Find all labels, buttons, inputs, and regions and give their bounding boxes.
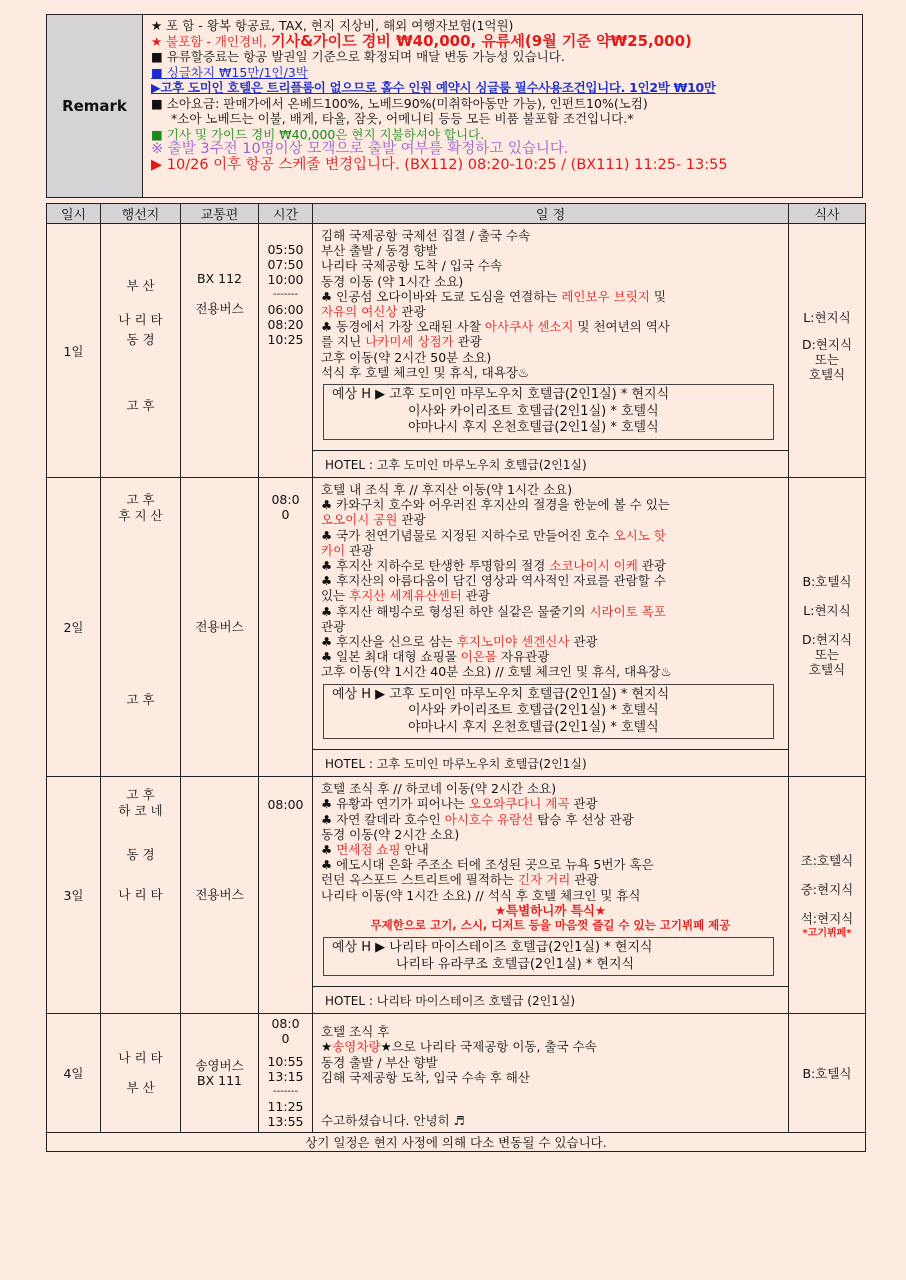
- special-meal-title: ★특별하니까 특식★: [494, 902, 607, 918]
- day-places: 고 후 하 코 네 동 경 나 리 타: [101, 777, 181, 1014]
- footer-note: 상기 일정은 현지 사정에 의해 다소 변동될 수 있습니다.: [47, 1133, 866, 1152]
- header-date: 일시: [47, 204, 101, 224]
- day-label: 3일: [47, 777, 101, 1014]
- day-transport: 송영버스 BX 111: [181, 1014, 259, 1133]
- day-itinerary: 호텔 내 조식 후 // 후지산 이동(약 1시간 소요) ♣ 카와구치 호수와 어우러진 후지산의 절경을 한눈에 볼 수 있는 오오이시 공원 관광 ♣ 국가 천연기념물로 지정된 지하수로 만들어진 호수 오시노 핫 카이 관광 ♣ 후지산 지하수로 탄생한 투명함의 절경 소코나이시 이케 관광 ♣ 후지산의 아름다움이 담긴 영상과 역사적인 자료를 관람할 수 있는 후지산 세계유산센터 관광 ♣ 후지산 해빙수로 형성된 하얀 실같은 물줄기의 시라이토 폭포 관광 ♣ 후지산을 신으로 삼는 후지노미야 센겐신사 관광 ♣ 일본 최대 대형 쇼핑몰 이온몰 자유관광 고후 이동(약 1시간 40분 소요) // 호텔 체크인 및 휴식, 대욕장♨ 예상 H ▶ 고후 도미인 마루노우치 호텔급(2인1실) * 현지식 이사와 카이리조트 호텔급(2인1실) * 호텔식 야마나시 후지 온천호텔급(2인1실) * 호텔식: [313, 478, 789, 750]
- remark-fuel-surcharge: ■ 유류할증료는 항공 발권일 기준으로 확정되며 매달 변동 가능성 있습니다.: [151, 49, 565, 64]
- remark-child-note: *소아 노베드는 이불, 배게, 타올, 잠옷, 어메니티 등등 모든 비품 불포함 조건입니다.*: [171, 111, 634, 126]
- remark-box: [46, 14, 863, 198]
- remark-excluded: ★ 불포함 - 개인경비, 기사&가이드 경비 ₩40,000, 유류세(9월 기준 약₩25,000): [151, 31, 692, 50]
- day-itinerary: 호텔 조식 후 // 하코네 이동(약 2시간 소요) ♣ 유황과 연기가 피어나는 오오와쿠다니 계곡 관광 ♣ 자연 칼데라 호수인 아시호수 유람선 탑승 후 선상 관광 동경 이동(약 2시간 소요) ♣ 면세점 쇼핑 안내 ♣ 에도시대 은화 주조소 터에 조성된 곳으로 뉴욕 5번가 혹은 런던 옥스포드 스트리트에 필적하는 긴자 거리 관광 나리타 이동(약 1시간 소요) // 석식 후 호텔 체크인 및 휴식 ★특별하니까 특식★ 무제한으로 고기, 스시, 디저트 등을 마음껏 즐길 수 있는 고기뷔페 제공 예상 H ▶ 나리타 마이스테이즈 호텔급(2인1실) * 현지식 나리타 유라쿠조 호텔급(2인1실) * 현지식: [313, 777, 789, 987]
- table-row: [47, 1014, 866, 1133]
- header-destination: 행선지: [101, 204, 181, 224]
- table-row: [47, 478, 866, 750]
- hotel-options-box: 예상 H ▶ 나리타 마이스테이즈 호텔급(2인1실) * 현지식 나리타 유라쿠조 호텔급(2인1실) * 현지식: [323, 937, 774, 976]
- remark-lines: [143, 15, 736, 197]
- remark-child-fare: ■ 소아요금: 판매가에서 온베드100%, 노베드90%(미취학아동만 가능), 인펀트10%(노컴): [151, 95, 648, 111]
- header-time: 시간: [259, 204, 313, 224]
- remark-single-room: ▶고후 도미인 호텔은 트리플룸이 없으므로 홀수 인원 예약시 싱글룸 필수사용조건입니다. 1인2박 ₩10만: [151, 80, 716, 95]
- day-meals: B:호텔식: [789, 1014, 866, 1133]
- remark-single-charge: ■ 싱글차지 ₩15만/1인/3박: [151, 64, 308, 80]
- table-header: [47, 204, 866, 224]
- hotel-line: HOTEL : 고후 도미인 마루노우치 호텔급(2인1실): [313, 451, 789, 478]
- special-meal-desc: 무제한으로 고기, 스시, 디저트 등을 마음껏 즐길 수 있는 고기뷔페 제공: [370, 917, 731, 932]
- day-transport: 전용버스: [181, 777, 259, 1014]
- header-itinerary: 일 정: [313, 204, 789, 224]
- day-places: 부 산 나 리 타 동 경 고 후: [101, 224, 181, 478]
- remark-label: Remark: [47, 15, 143, 197]
- day-itinerary: 호텔 조식 후 ★송영차량★으로 나리타 국제공항 이동, 출국 수속 동경 출발 / 부산 향발 김해 국제공항 도착, 입국 수속 후 해산 수고하셨습니다. 안녕히 ♬: [313, 1014, 789, 1133]
- day-transport: BX 112 전용버스: [181, 224, 259, 478]
- remark-included: ★ 포 함 - 왕복 항공료, TAX, 현지 지상비, 해외 여행자보험(1억원): [151, 18, 514, 33]
- day-meals: 조:호텔식 중:현지식 석:현지식 *고기뷔페*: [789, 777, 866, 1014]
- hotel-options-box: 예상 H ▶ 고후 도미인 마루노우치 호텔급(2인1실) * 현지식 이사와 카이리조트 호텔급(2인1실) * 호텔식 야마나시 후지 온천호텔급(2인1실) * 호텔식: [323, 684, 774, 740]
- day-label: 2일: [47, 478, 101, 777]
- header-transport: 교통편: [181, 204, 259, 224]
- day-itinerary: 김해 국제공항 국제선 집결 / 출국 수속 부산 출발 / 동경 향발 나리타 국제공항 도착 / 입국 수속 동경 이동 (약 1시간 소요) ♣ 인공섬 오다이바와 도쿄 도심을 연결하는 레인보우 브릿지 및 자유의 여신상 관광 ♣ 동경에서 가장 오래된 사찰 아사쿠사 센소지 및 천여년의 역사 를 지닌 나카미세 상점가 관광 고후 이동(약 2시간 50분 소요) 석식 후 호텔 체크인 및 휴식, 대욕장♨ 예상 H ▶ 고후 도미인 마루노우치 호텔급(2인1실) * 현지식 이사와 카이리조트 호텔급(2인1실) * 호텔식 야마나시 후지 온천호텔급(2인1실) * 호텔식: [313, 224, 789, 451]
- header-meals: 식사: [789, 204, 866, 224]
- day-times: 08:0 0 10:55 13:15 ------- 11:25 13:55: [259, 1014, 313, 1133]
- day-places: 고 후 후 지 산 고 후: [101, 478, 181, 777]
- remark-guide-fee: ■ 기사 및 가이드 경비 ₩40,000은 현지 지불하셔야 합니다.: [151, 126, 485, 142]
- day-places: 나 리 타 부 산: [101, 1014, 181, 1133]
- day-label: 4일: [47, 1014, 101, 1133]
- day-meals: B:호텔식 L:현지식 D:현지식 또는 호텔식: [789, 478, 866, 777]
- table-row: [47, 224, 866, 451]
- remark-flight-change: ▶ 10/26 이후 항공 스케줄 변경입니다. (BX112) 08:20-10:25 / (BX111) 11:25- 13:55: [151, 156, 728, 173]
- day-times: 05:50 07:50 10:00 ------- 06:00 08:20 10:25: [259, 224, 313, 478]
- schedule-table: [46, 203, 866, 1152]
- day-times: 08:00: [259, 777, 313, 1014]
- day-transport: 전용버스: [181, 478, 259, 777]
- day-times: 08:0 0: [259, 478, 313, 777]
- day-label: 1일: [47, 224, 101, 478]
- table-row: [47, 777, 866, 987]
- day-meals: L:현지식 D:현지식 또는 호텔식: [789, 224, 866, 478]
- hotel-options-box: 예상 H ▶ 고후 도미인 마루노우치 호텔급(2인1실) * 현지식 이사와 카이리조트 호텔급(2인1실) * 호텔식 야마나시 후지 온천호텔급(2인1실) * 호텔식: [323, 384, 774, 440]
- hotel-line: HOTEL : 고후 도미인 마루노우치 호텔급(2인1실): [313, 750, 789, 777]
- hotel-line: HOTEL : 나리타 마이스테이즈 호텔급 (2인1실): [313, 987, 789, 1014]
- remark-departure: ※ 출발 3주전 10명이상 모객으로 출발 여부를 확정하고 있습니다.: [151, 141, 569, 157]
